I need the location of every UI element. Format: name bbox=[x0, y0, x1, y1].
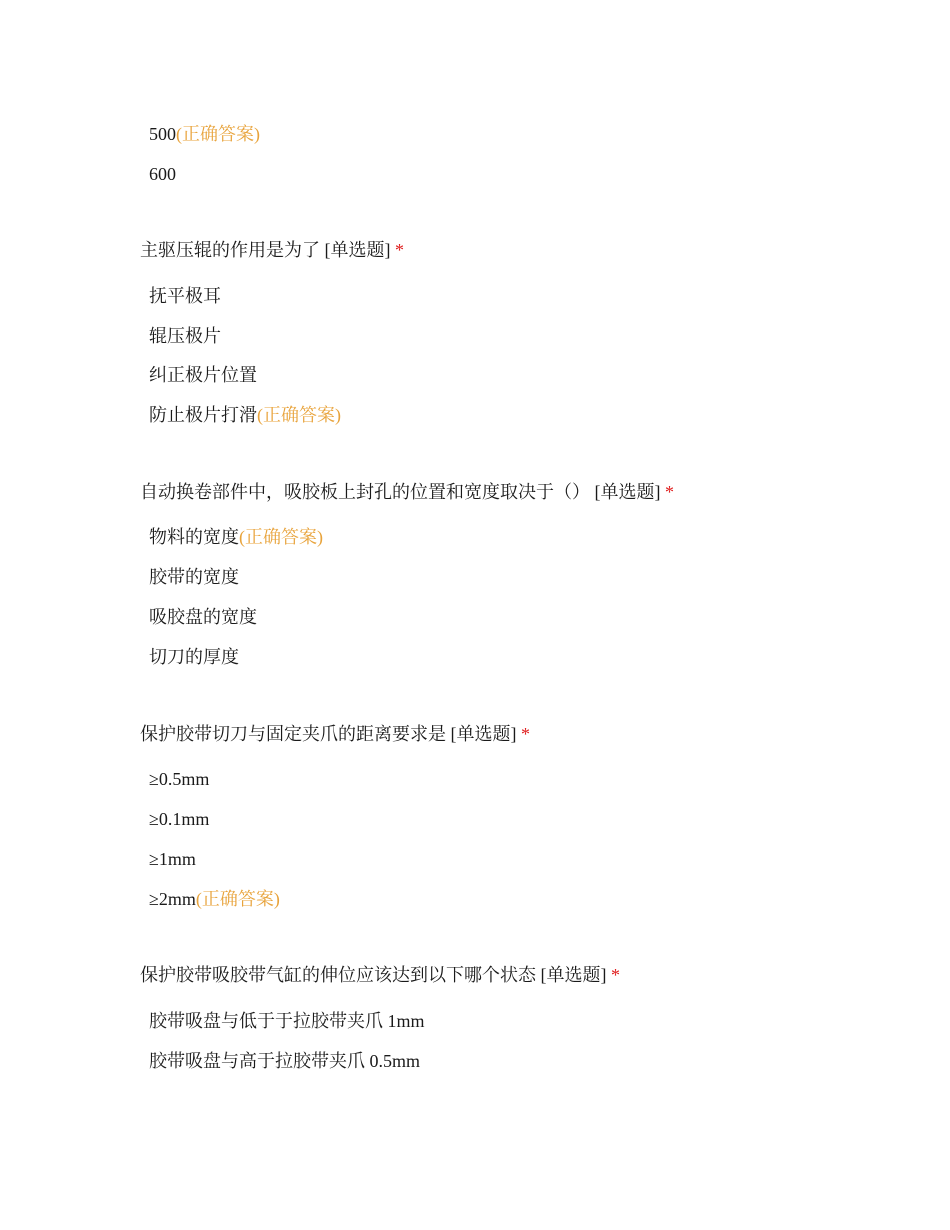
option-row[interactable] bbox=[149, 162, 176, 186]
question-type: [单选题] bbox=[594, 482, 661, 502]
correct-answer-label: (正确答案) bbox=[239, 527, 323, 547]
option-row[interactable] bbox=[149, 1049, 420, 1073]
option-text: 胶带的宽度 bbox=[149, 567, 239, 587]
option-text: 辊压极片 bbox=[149, 326, 221, 346]
correct-answer-label: (正确答案) bbox=[195, 889, 280, 909]
option-text: ≥2mm bbox=[149, 889, 196, 909]
question-title bbox=[140, 480, 674, 504]
required-mark: * bbox=[521, 724, 530, 744]
question-type: [单选题] bbox=[324, 240, 391, 260]
question-title bbox=[140, 238, 404, 262]
question-type: [单选题] bbox=[540, 965, 607, 985]
option-text: 物料的宽度 bbox=[149, 527, 239, 547]
option-row[interactable] bbox=[149, 122, 260, 146]
option-text: 纠正极片位置 bbox=[149, 365, 257, 385]
option-text: ≥1mm bbox=[149, 849, 196, 869]
option-text: 吸胶盘的宽度 bbox=[149, 607, 257, 627]
option-row[interactable] bbox=[149, 645, 239, 669]
option-text: 600 bbox=[149, 164, 176, 184]
option-row[interactable] bbox=[149, 324, 221, 348]
required-mark: * bbox=[665, 482, 674, 502]
option-text: ≥0.1mm bbox=[149, 809, 210, 829]
option-text: ≥0.5mm bbox=[149, 769, 210, 789]
option-text: 抚平极耳 bbox=[149, 286, 221, 306]
option-row[interactable] bbox=[149, 605, 257, 629]
option-row[interactable] bbox=[149, 363, 257, 387]
option-text: 500 bbox=[149, 124, 176, 144]
option-row[interactable] bbox=[149, 284, 221, 308]
option-text: 胶带吸盘与低于于拉胶带夹爪 1mm bbox=[149, 1011, 425, 1031]
option-row[interactable] bbox=[149, 807, 209, 831]
option-row[interactable] bbox=[149, 403, 341, 427]
question-text: 保护胶带吸胶带气缸的伸位应该达到以下哪个状态 bbox=[140, 965, 536, 985]
option-row[interactable] bbox=[149, 847, 196, 871]
option-text: 胶带吸盘与高于拉胶带夹爪 0.5mm bbox=[149, 1051, 421, 1071]
option-row[interactable] bbox=[149, 1009, 425, 1033]
option-row[interactable] bbox=[149, 525, 323, 549]
question-text: 主驱压辊的作用是为了 bbox=[140, 240, 320, 260]
option-row[interactable] bbox=[149, 767, 209, 791]
option-text: 防止极片打滑 bbox=[149, 405, 257, 425]
correct-answer-label: (正确答案) bbox=[176, 124, 260, 144]
question-type: [单选题] bbox=[450, 724, 517, 744]
required-mark: * bbox=[611, 965, 620, 985]
question-title bbox=[140, 722, 530, 746]
correct-answer-label: (正确答案) bbox=[257, 405, 341, 425]
option-row[interactable] bbox=[149, 565, 239, 589]
required-mark: * bbox=[395, 240, 404, 260]
option-row[interactable] bbox=[149, 887, 280, 911]
question-text: 自动换卷部件中，吸胶板上封孔的位置和宽度取决于（） bbox=[140, 482, 590, 502]
question-text: 保护胶带切刀与固定夹爪的距离要求是 bbox=[140, 724, 446, 744]
question-title bbox=[140, 963, 620, 987]
option-text: 切刀的厚度 bbox=[149, 647, 239, 667]
